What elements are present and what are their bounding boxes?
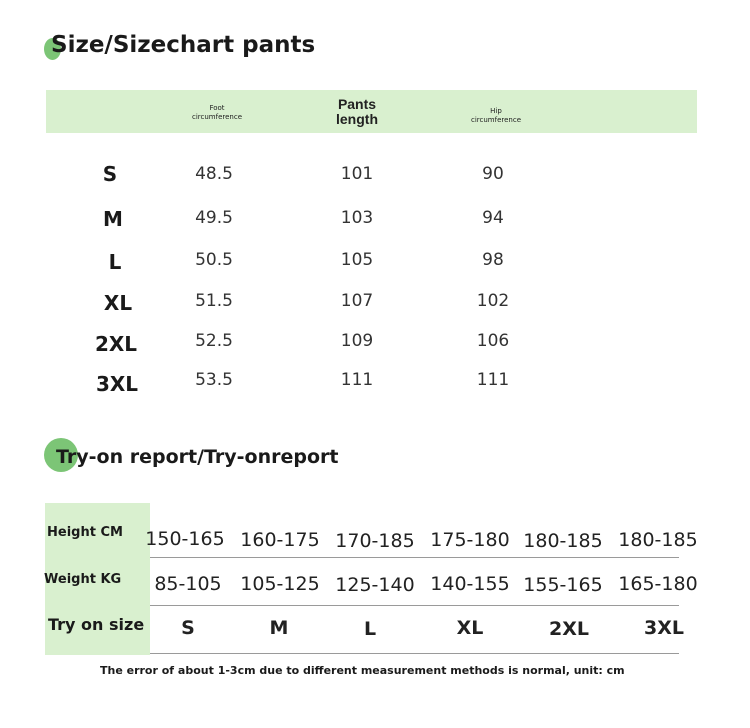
try-on-size-cell: M: [269, 617, 289, 639]
size-label: 2XL: [94, 332, 138, 356]
hip-value: 111: [476, 370, 510, 390]
length-value: 111: [340, 370, 374, 390]
hip-value: 98: [482, 250, 504, 270]
length-value: 103: [340, 208, 374, 228]
height-cell: 180-185: [523, 530, 603, 552]
height-cell: 160-175: [240, 529, 320, 551]
height-cell: 170-185: [335, 530, 415, 552]
height-cell: 180-185: [618, 529, 698, 551]
header-foot-line1: Foot: [209, 104, 225, 112]
try-on-size-cell: L: [363, 618, 377, 640]
header-length-line2: length: [336, 111, 378, 127]
size-label: XL: [103, 291, 133, 315]
row-divider: [150, 605, 679, 606]
weight-cell: 140-155: [430, 573, 510, 595]
header-hip-circumference: [456, 107, 536, 125]
foot-value: 50.5: [195, 250, 233, 270]
size-label: 3XL: [95, 372, 139, 396]
weight-cell: 155-165: [523, 574, 603, 596]
try-on-size-cell: S: [181, 617, 195, 639]
foot-value: 51.5: [195, 291, 233, 311]
weight-cell: 105-125: [240, 573, 320, 595]
try-on-size-cell: 3XL: [644, 617, 684, 639]
header-pants-length: [317, 97, 397, 127]
length-value: 105: [340, 250, 374, 270]
hip-value: 90: [482, 164, 504, 184]
header-length-line1: Pants: [337, 96, 377, 112]
size-chart-title: Size/Sizechart pants: [51, 32, 316, 58]
foot-value: 52.5: [195, 331, 233, 351]
weight-label: Weight KG: [44, 572, 122, 587]
try-on-size-cell: XL: [456, 617, 484, 639]
length-value: 101: [340, 164, 374, 184]
size-label: S: [102, 162, 118, 186]
height-cell: 150-165: [145, 528, 225, 550]
length-value: 107: [340, 291, 374, 311]
foot-value: 49.5: [195, 208, 233, 228]
measurement-note: The error of about 1-3cm due to different measurement methods is normal, unit: cm: [100, 664, 625, 677]
try-on-size-cell: 2XL: [549, 618, 589, 640]
try-on-title: Try-on report/Try-onreport: [56, 446, 339, 468]
header-hip-line2: circumference: [470, 116, 521, 124]
weight-cell: 125-140: [335, 574, 415, 596]
size-label: M: [103, 207, 123, 231]
header-foot-line2: circumference: [191, 113, 242, 121]
foot-value: 48.5: [195, 164, 233, 184]
header-foot-circumference: [177, 104, 257, 122]
height-label: Height CM: [47, 525, 123, 540]
hip-value: 94: [482, 208, 504, 228]
size-label: L: [108, 250, 122, 274]
hip-value: 106: [476, 331, 510, 351]
row-divider: [150, 653, 679, 654]
foot-value: 53.5: [195, 370, 233, 390]
weight-cell: 165-180: [618, 573, 698, 595]
size-label-heading: Try on size: [48, 615, 145, 634]
hip-value: 102: [476, 291, 510, 311]
header-hip-line1: Hip: [490, 107, 502, 115]
weight-cell: 85-105: [154, 573, 222, 595]
height-cell: 175-180: [430, 529, 510, 551]
length-value: 109: [340, 331, 374, 351]
row-divider: [150, 557, 679, 558]
